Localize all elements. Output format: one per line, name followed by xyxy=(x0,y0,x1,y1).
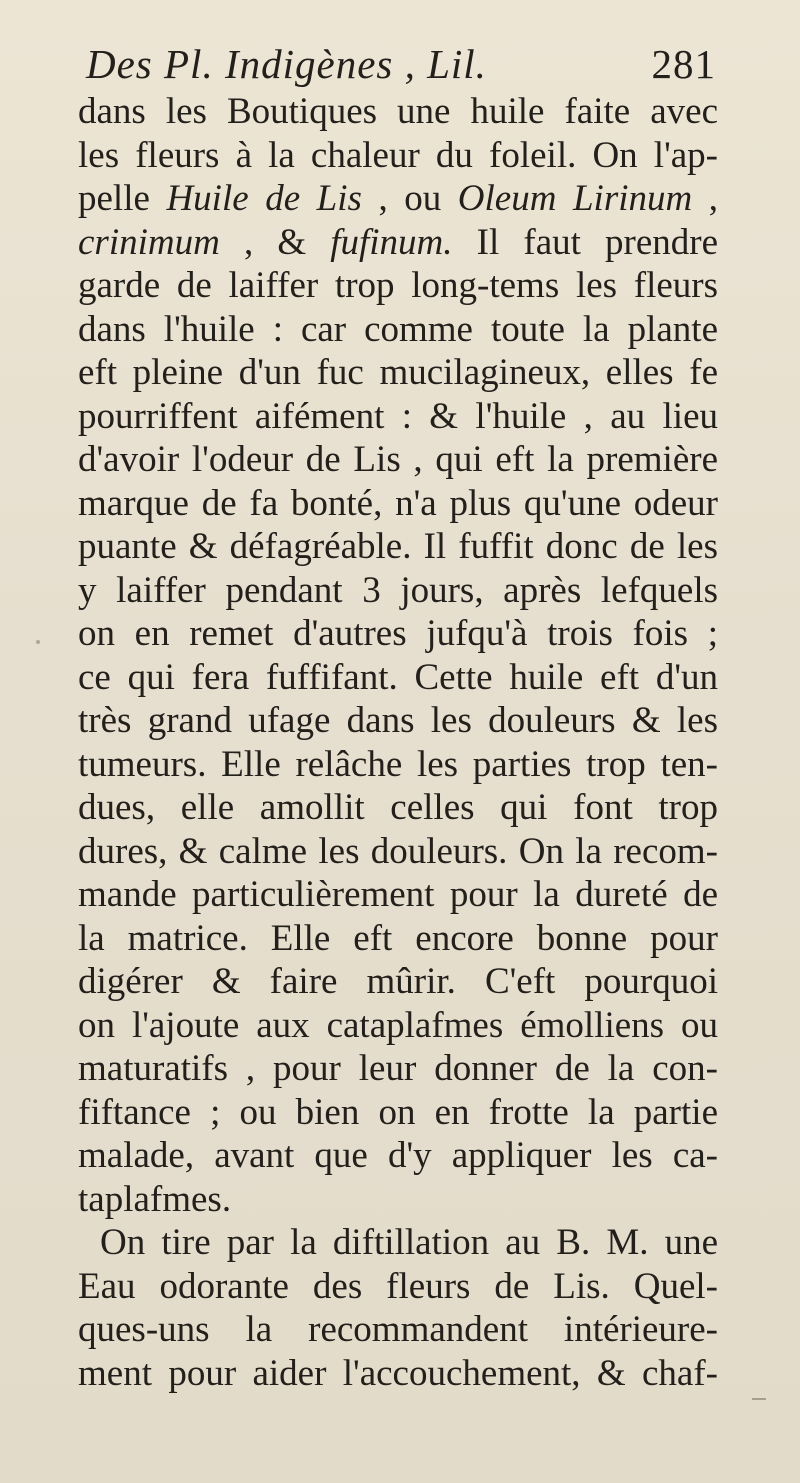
text-segment: dures, & calme les douleurs. On la recom- xyxy=(78,830,718,872)
text-segment: taplafmes. xyxy=(78,1178,232,1220)
text-segment: Eau odorante des fleurs de Lis. Quel- xyxy=(78,1265,718,1307)
text-line xyxy=(78,395,718,439)
text-segment: pelle xyxy=(78,178,167,219)
text-line xyxy=(78,134,718,178)
text-segment: Il faut prendre xyxy=(452,221,718,263)
text-line xyxy=(78,1047,718,1091)
body-text xyxy=(78,90,718,1395)
page-number: 281 xyxy=(651,41,716,87)
text-segment: fiftance ; ou bien on en frotte la partie xyxy=(78,1091,718,1133)
text-segment: mande particulièrement pour la dureté de xyxy=(78,874,718,915)
text-segment: y laiffer pendant 3 jours, après lefquels xyxy=(78,569,718,611)
text-segment: digérer & faire mûrir. C'eft pourquoi xyxy=(78,961,718,1002)
text-segment: malade, avant que d'y appliquer les ca- xyxy=(78,1135,718,1176)
text-line xyxy=(78,1134,718,1178)
text-segment: puante & défagréable. Il fuffit donc de les xyxy=(78,526,718,567)
text-line xyxy=(78,351,718,395)
text-segment: on l'ajoute aux cataplafmes émolliens ou xyxy=(78,1004,718,1046)
paper-spot xyxy=(36,640,40,644)
text-segment: ce qui fera fuffifant. Cette huile eft d'un xyxy=(78,656,718,698)
text-segment: la matrice. Elle eft encore bonne pour xyxy=(78,917,718,959)
text-segment: tumeurs. Elle relâche les parties trop ten- xyxy=(78,743,718,785)
text-line xyxy=(78,1091,718,1135)
text-line xyxy=(78,743,718,787)
italic-term: Huile de Lis xyxy=(166,178,362,219)
text-segment: dues, elle amollit celles qui font trop xyxy=(78,787,718,828)
text-segment: , & xyxy=(219,221,331,263)
text-line xyxy=(78,830,718,874)
text-segment: marque de fa bonté, n'a plus qu'une odeur xyxy=(78,482,718,524)
text-line xyxy=(78,917,718,961)
text-segment: ques-uns la recommandent intérieure- xyxy=(78,1309,718,1350)
text-line xyxy=(78,1352,718,1396)
italic-term: Oleum Lirinum xyxy=(457,178,693,219)
text-line xyxy=(78,1178,718,1222)
text-segment: dans l'huile : car comme toute la plante xyxy=(78,308,718,350)
running-header xyxy=(86,38,716,90)
text-segment: pourriffent aifément : & l'huile , au lieu xyxy=(78,395,718,437)
text-segment: On tire par la diftillation au B. M. une xyxy=(100,1222,718,1263)
text-line xyxy=(78,1221,718,1265)
text-line xyxy=(78,569,718,613)
text-segment: maturatifs , pour leur donner de la con- xyxy=(78,1048,718,1089)
text-line xyxy=(78,960,718,1004)
text-line xyxy=(78,1265,718,1309)
text-line xyxy=(78,873,718,917)
text-line xyxy=(78,699,718,743)
text-line xyxy=(78,438,718,482)
text-line xyxy=(78,1308,718,1352)
text-segment: eft pleine d'un fuc mucilagineux, elles fe xyxy=(78,352,718,393)
text-segment: très grand ufage dans les douleurs & les xyxy=(78,700,718,741)
text-line xyxy=(78,482,718,526)
text-segment: les fleurs à la chaleur du foleil. On l'ap- xyxy=(78,134,718,176)
text-segment: , ou xyxy=(361,178,458,219)
text-segment: on en remet d'autres jufqu'à trois fois ; xyxy=(78,613,718,654)
text-segment: dans les Boutiques une huile faite avec xyxy=(78,91,718,132)
text-line xyxy=(78,786,718,830)
text-line xyxy=(78,177,718,221)
italic-term: fufinum. xyxy=(330,221,453,263)
text-line xyxy=(78,656,718,700)
text-line xyxy=(78,264,718,308)
text-line xyxy=(78,1004,718,1048)
text-segment: garde de laiffer trop long-tems les fleurs xyxy=(78,265,718,306)
italic-term: crinimum xyxy=(78,221,220,263)
text-line xyxy=(78,221,718,265)
paper-mark xyxy=(752,1398,766,1400)
text-line xyxy=(78,612,718,656)
running-title: Des Pl. Indigènes , Lil. xyxy=(86,41,487,87)
text-segment: , xyxy=(692,178,719,219)
text-line xyxy=(78,90,718,134)
text-segment: ment pour aider l'accouchement, & chaf- xyxy=(78,1352,718,1394)
text-segment: d'avoir l'odeur de Lis , qui eft la première xyxy=(78,439,718,480)
text-line xyxy=(78,308,718,352)
text-line xyxy=(78,525,718,569)
